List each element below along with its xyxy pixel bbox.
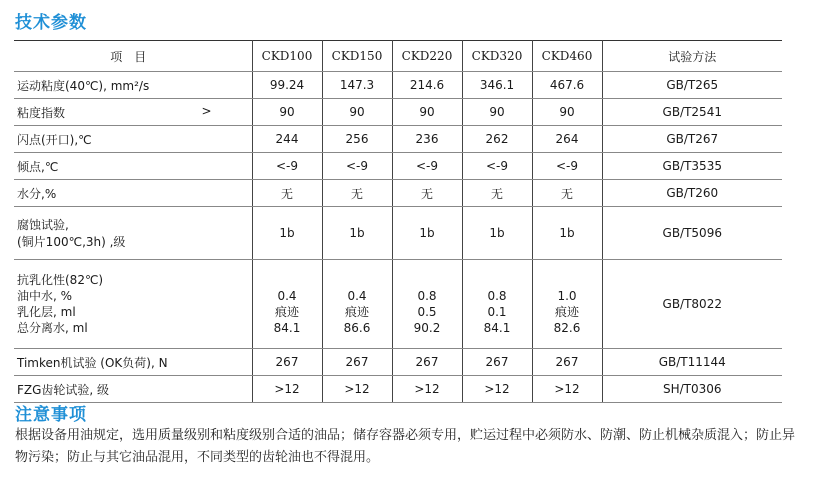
table-cell bbox=[462, 260, 532, 349]
method-cell: SH/T0306 bbox=[602, 376, 782, 403]
table-row bbox=[14, 72, 782, 99]
method-cell: GB/T11144 bbox=[602, 349, 782, 376]
table-cell bbox=[322, 260, 392, 349]
header-ckd460: CKD460 bbox=[532, 41, 602, 72]
table-cell: >12 bbox=[462, 376, 532, 403]
row-label: 闪点(开口),℃ bbox=[14, 126, 252, 153]
spec-table bbox=[14, 40, 782, 403]
cell-line: 90.2 bbox=[413, 321, 441, 335]
header-test-method: 试验方法 bbox=[602, 41, 782, 72]
table-cell: <-9 bbox=[532, 153, 602, 180]
table-cell bbox=[252, 260, 322, 349]
table-cell: <-9 bbox=[252, 153, 322, 180]
cell-line: 0.8 bbox=[487, 289, 507, 303]
table-row bbox=[14, 349, 782, 376]
table-cell: >12 bbox=[392, 376, 462, 403]
row-label-line: 总分离水, ml bbox=[17, 321, 88, 335]
row-label-symbol: > bbox=[201, 103, 212, 118]
table-cell: >12 bbox=[322, 376, 392, 403]
section-title-specs: 技术参数 bbox=[15, 13, 87, 33]
cell-line: 0.4 bbox=[277, 289, 297, 303]
table-cell: 99.24 bbox=[252, 72, 322, 99]
row-label-line: 油中水, % bbox=[17, 289, 73, 303]
table-header-row bbox=[14, 41, 782, 72]
cell-line: 痕迹 bbox=[274, 305, 299, 319]
table-cell: 147.3 bbox=[322, 72, 392, 99]
table-cell: 1b bbox=[462, 207, 532, 260]
table-cell: 无 bbox=[462, 180, 532, 207]
header-item: 项目 bbox=[14, 41, 252, 72]
table-cell: 267 bbox=[462, 349, 532, 376]
method-cell: GB/T267 bbox=[602, 126, 782, 153]
table-cell: 244 bbox=[252, 126, 322, 153]
table-row bbox=[14, 99, 782, 126]
table-cell: 1b bbox=[322, 207, 392, 260]
table-cell: <-9 bbox=[392, 153, 462, 180]
table-cell: 267 bbox=[532, 349, 602, 376]
row-label: Timken机试验 (OK负荷), N bbox=[14, 349, 252, 376]
header-ckd150: CKD150 bbox=[322, 41, 392, 72]
method-cell: GB/T3535 bbox=[602, 153, 782, 180]
table-cell: 1b bbox=[392, 207, 462, 260]
table-cell: 467.6 bbox=[532, 72, 602, 99]
cell-line: 0.8 bbox=[417, 289, 437, 303]
table-row bbox=[14, 153, 782, 180]
table-row bbox=[14, 207, 782, 260]
row-label-line: 乳化层, ml bbox=[17, 305, 76, 319]
table-cell: 无 bbox=[532, 180, 602, 207]
row-label bbox=[14, 207, 252, 260]
row-label: 倾点,℃ bbox=[14, 153, 252, 180]
cell-line: 0.5 bbox=[417, 305, 437, 319]
table-cell: 256 bbox=[322, 126, 392, 153]
table-cell: 267 bbox=[252, 349, 322, 376]
row-label bbox=[14, 99, 252, 126]
table-cell: 264 bbox=[532, 126, 602, 153]
row-label: 水分,% bbox=[14, 180, 252, 207]
row-label-line: 抗乳化性(82℃) bbox=[17, 273, 104, 287]
table-cell: 262 bbox=[462, 126, 532, 153]
table-row bbox=[14, 180, 782, 207]
cell-line: 0.1 bbox=[487, 305, 507, 319]
table-cell: <-9 bbox=[322, 153, 392, 180]
table-cell: 90 bbox=[532, 99, 602, 126]
table-cell: 90 bbox=[462, 99, 532, 126]
cell-line: 84.1 bbox=[483, 321, 511, 335]
table-cell: 90 bbox=[392, 99, 462, 126]
row-label bbox=[14, 260, 252, 349]
table-row bbox=[14, 126, 782, 153]
row-label: FZG齿轮试验, 级 bbox=[14, 376, 252, 403]
table-cell: >12 bbox=[532, 376, 602, 403]
table-cell bbox=[392, 260, 462, 349]
cell-line: 痕迹 bbox=[554, 305, 579, 319]
table-cell: 1b bbox=[532, 207, 602, 260]
cell-line: 0.4 bbox=[347, 289, 367, 303]
cell-line: 痕迹 bbox=[344, 305, 369, 319]
header-ckd320: CKD320 bbox=[462, 41, 532, 72]
header-ckd220: CKD220 bbox=[392, 41, 462, 72]
method-cell: GB/T8022 bbox=[602, 260, 782, 349]
cell-line: 84.1 bbox=[273, 321, 301, 335]
table-cell: >12 bbox=[252, 376, 322, 403]
table-cell: 267 bbox=[322, 349, 392, 376]
row-label-text: 粘度指数 bbox=[17, 105, 66, 120]
row-label: 运动粘度(40℃), mm²/s bbox=[14, 72, 252, 99]
table-cell: 236 bbox=[392, 126, 462, 153]
table-cell bbox=[532, 260, 602, 349]
method-cell: GB/T260 bbox=[602, 180, 782, 207]
table-cell: 无 bbox=[252, 180, 322, 207]
table-row bbox=[14, 260, 782, 349]
cell-line: 86.6 bbox=[343, 321, 371, 335]
method-cell: GB/T5096 bbox=[602, 207, 782, 260]
table-cell: 214.6 bbox=[392, 72, 462, 99]
cell-line: 82.6 bbox=[553, 321, 581, 335]
table-cell: 无 bbox=[322, 180, 392, 207]
notes-paragraph: 根据设备用油规定，选用质量级别和粘度级别合适的油品；储存容器必须专用，贮运过程中必须防水、防潮、防止机械杂质混入；防止异物污染；防止与其它油品混用，不同类型的齿轮油也不得混用。 bbox=[15, 428, 796, 465]
cell-line: 1.0 bbox=[557, 289, 577, 303]
table-cell: 267 bbox=[392, 349, 462, 376]
method-cell: GB/T265 bbox=[602, 72, 782, 99]
row-label-line: 腐蚀试验, bbox=[17, 218, 69, 232]
table-cell: 1b bbox=[252, 207, 322, 260]
section-title-notes: 注意事项 bbox=[15, 405, 87, 425]
table-cell: 无 bbox=[392, 180, 462, 207]
header-ckd100: CKD100 bbox=[252, 41, 322, 72]
row-label-line: (铜片100℃,3h) ,级 bbox=[17, 235, 126, 249]
table-cell: <-9 bbox=[462, 153, 532, 180]
table-cell: 90 bbox=[322, 99, 392, 126]
table-row bbox=[14, 376, 782, 403]
table-cell: 346.1 bbox=[462, 72, 532, 99]
method-cell: GB/T2541 bbox=[602, 99, 782, 126]
table-cell: 90 bbox=[252, 99, 322, 126]
